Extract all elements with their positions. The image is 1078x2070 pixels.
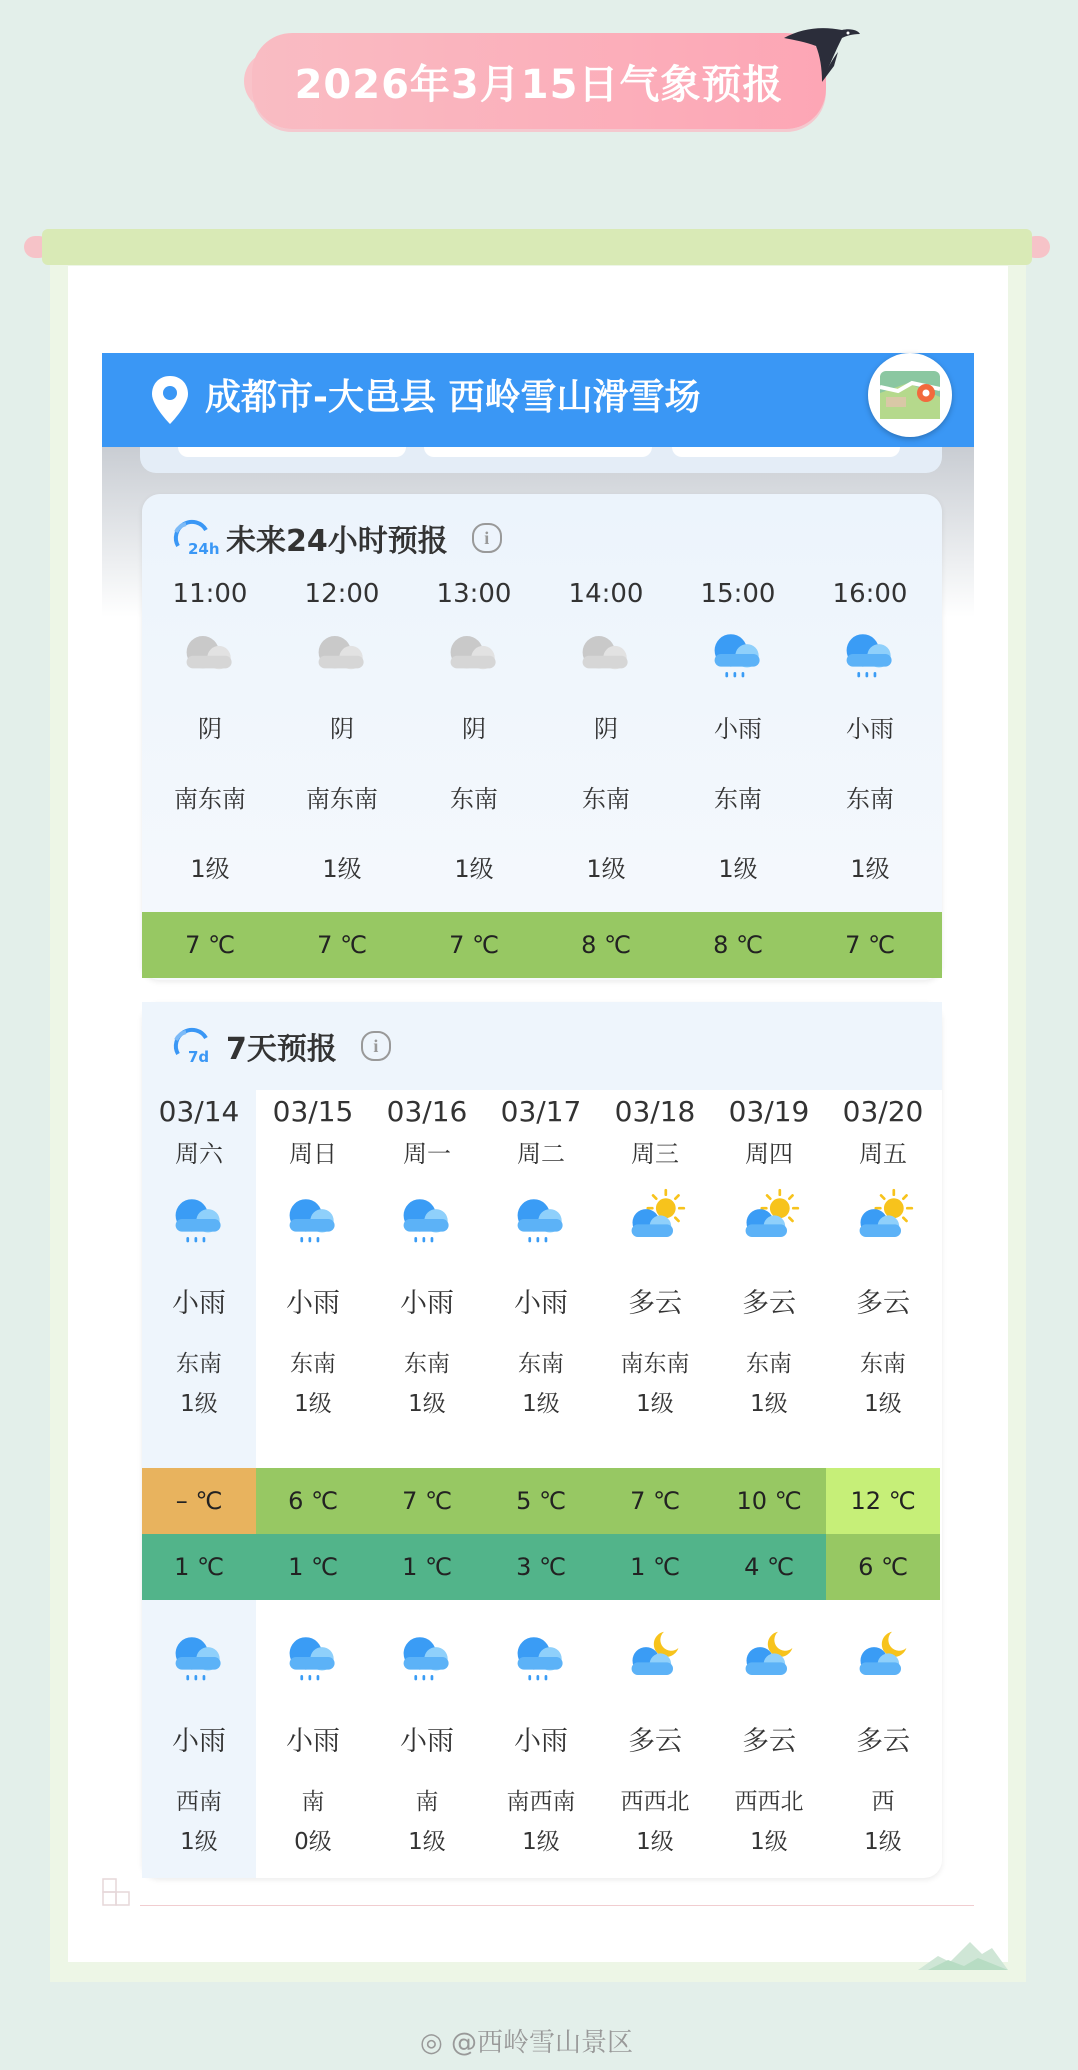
hour-condition: 阴	[198, 715, 222, 743]
night-condition: 小雨	[172, 1726, 226, 1757]
night-low-temp: 6 ℃	[826, 1534, 940, 1600]
day-column[interactable]	[826, 1090, 940, 1424]
day-weekday: 周日	[289, 1140, 337, 1168]
day-high-temp: 7 ℃	[370, 1468, 484, 1534]
night-weather-icon-wrap	[598, 1612, 712, 1702]
day-wind-level: 1级	[294, 1391, 332, 1417]
day-date: 03/14	[158, 1095, 240, 1128]
night-wind-level: 0级	[294, 1829, 332, 1855]
hour-wind-level: 1级	[850, 855, 890, 883]
day-weather-icon-wrap	[370, 1174, 484, 1264]
day-condition: 小雨	[286, 1288, 340, 1319]
light-rain-icon	[505, 1628, 577, 1686]
night-wind-level: 1级	[180, 1829, 218, 1855]
night-low-temp: 1 ℃	[370, 1534, 484, 1600]
day-date: 03/19	[728, 1095, 810, 1128]
weather-icon-wrap	[804, 614, 936, 694]
weather-icon-wrap	[408, 614, 540, 694]
day-column[interactable]	[712, 1090, 826, 1424]
light-rain-icon	[277, 1190, 349, 1248]
night-wind-direction: 西西北	[620, 1789, 690, 1815]
day-wind-direction: 东南	[176, 1351, 222, 1377]
day-date: 03/20	[842, 1095, 924, 1128]
day-weather-icon-wrap	[256, 1174, 370, 1264]
day-date: 03/18	[614, 1095, 696, 1128]
day-wind-direction: 东南	[404, 1351, 450, 1377]
night-column	[826, 1612, 940, 1862]
day-date: 03/15	[272, 1095, 354, 1128]
night-low-temp: 4 ℃	[712, 1534, 826, 1600]
day-wind-direction: 东南	[860, 1351, 906, 1377]
hourly-item	[804, 574, 936, 904]
hour-wind-direction: 东南	[450, 785, 498, 813]
night-low-temp: 1 ℃	[142, 1534, 256, 1600]
hour-temperature: 7 ℃	[845, 931, 895, 959]
day-wind-direction: 东南	[746, 1351, 792, 1377]
night-column	[598, 1612, 712, 1862]
night-column	[484, 1612, 598, 1862]
info-icon[interactable]: i	[361, 1031, 391, 1061]
night-weather-icon-wrap	[484, 1612, 598, 1702]
corner-ornament	[102, 1878, 130, 1906]
night-condition: 多云	[742, 1726, 796, 1757]
weekly-forecast-title: 7天预报	[226, 1032, 337, 1067]
day-wind-level: 1级	[864, 1391, 902, 1417]
hour-temperature: 8 ℃	[581, 931, 631, 959]
hour-wind-level: 1级	[718, 855, 758, 883]
mountain-ornament	[918, 1930, 1008, 1970]
night-column	[712, 1612, 826, 1862]
collapsed-tab	[424, 447, 652, 457]
night-low-temp: 1 ℃	[256, 1534, 370, 1600]
cloudy-icon	[306, 625, 378, 683]
hour-time: 14:00	[568, 579, 644, 609]
partly-cloudy-day-icon	[733, 1190, 805, 1248]
clock-24h-icon	[172, 518, 220, 558]
night-condition: 小雨	[286, 1726, 340, 1757]
night-weather-icon-wrap	[370, 1612, 484, 1702]
collapsed-tab	[178, 447, 406, 457]
night-condition: 小雨	[514, 1726, 568, 1757]
light-rain-icon	[391, 1190, 463, 1248]
hour-wind-level: 1级	[322, 855, 362, 883]
partly-cloudy-day-icon	[619, 1190, 691, 1248]
day-wind-level: 1级	[408, 1391, 446, 1417]
weather-icon-wrap	[672, 614, 804, 694]
day-date: 03/16	[386, 1095, 468, 1128]
hour-wind-level: 1级	[586, 855, 626, 883]
hour-temperature: 7 ℃	[185, 931, 235, 959]
weekly-forecast-card	[142, 1002, 942, 1878]
light-rain-icon	[163, 1190, 235, 1248]
hour-condition: 阴	[462, 715, 486, 743]
day-weather-icon-wrap	[598, 1174, 712, 1264]
night-wind-level: 1级	[864, 1829, 902, 1855]
hour-condition: 阴	[330, 715, 354, 743]
day-weather-icon-wrap	[484, 1174, 598, 1264]
hourly-item	[540, 574, 672, 904]
day-column[interactable]	[598, 1090, 712, 1424]
day-wind-level: 1级	[750, 1391, 788, 1417]
hour-wind-direction: 南东南	[306, 785, 378, 813]
day-condition: 小雨	[172, 1288, 226, 1319]
night-column	[370, 1612, 484, 1862]
day-weekday: 周二	[517, 1140, 565, 1168]
night-low-temp: 3 ℃	[484, 1534, 598, 1600]
hour-temperature: 8 ℃	[713, 931, 763, 959]
light-rain-icon	[277, 1628, 349, 1686]
day-weather-icon-wrap	[712, 1174, 826, 1264]
day-high-temp: 7 ℃	[598, 1468, 712, 1534]
day-high-temp: 5 ℃	[484, 1468, 598, 1534]
watermark	[420, 2022, 633, 2059]
day-column[interactable]	[484, 1090, 598, 1424]
hourly-item	[672, 574, 804, 904]
watermark-text: @西岭雪山景区	[450, 2028, 633, 2058]
cloudy-icon	[570, 625, 642, 683]
svg-text:7d: 7d	[188, 1048, 210, 1066]
weather-icon-wrap	[276, 614, 408, 694]
hourly-item	[276, 574, 408, 904]
hour-wind-direction: 东南	[846, 785, 894, 813]
hourly-forecast-title: 未来24小时预报	[226, 524, 448, 559]
night-weather-icon-wrap	[826, 1612, 940, 1702]
day-weekday: 周六	[175, 1140, 223, 1168]
light-rain-icon	[834, 625, 906, 683]
hour-wind-direction: 南东南	[174, 785, 246, 813]
day-high-temp: 12 ℃	[826, 1468, 940, 1534]
day-high-temp: 6 ℃	[256, 1468, 370, 1534]
hour-condition: 阴	[594, 715, 618, 743]
day-high-temp: 10 ℃	[712, 1468, 826, 1534]
day-column[interactable]	[256, 1090, 370, 1424]
partly-cloudy-night-icon	[733, 1628, 805, 1686]
hour-time: 16:00	[832, 579, 908, 609]
night-wind-level: 1级	[636, 1829, 674, 1855]
hour-time: 15:00	[700, 579, 776, 609]
weather-icon-wrap	[144, 614, 276, 694]
night-wind-direction: 南	[415, 1789, 439, 1815]
night-wind-direction: 南	[301, 1789, 325, 1815]
day-weekday: 周四	[745, 1140, 793, 1168]
day-condition: 小雨	[514, 1288, 568, 1319]
night-column	[256, 1612, 370, 1862]
night-low-temp: 1 ℃	[598, 1534, 712, 1600]
hourly-forecast-card	[142, 494, 942, 980]
night-column	[142, 1612, 256, 1862]
day-column-past[interactable]	[142, 1090, 256, 1424]
cloudy-icon	[438, 625, 510, 683]
night-wind-direction: 西西北	[734, 1789, 804, 1815]
hour-time: 12:00	[304, 579, 380, 609]
day-weekday: 周一	[403, 1140, 451, 1168]
night-condition: 多云	[628, 1726, 682, 1757]
day-high-temp: – ℃	[142, 1468, 256, 1534]
divider-line	[140, 1905, 974, 1906]
day-wind-direction: 南东南	[620, 1351, 690, 1377]
day-condition: 多云	[742, 1288, 796, 1319]
day-condition: 小雨	[400, 1288, 454, 1319]
hour-time: 11:00	[172, 579, 248, 609]
day-weather-icon-wrap	[142, 1174, 256, 1264]
hour-temperature: 7 ℃	[317, 931, 367, 959]
day-column[interactable]	[370, 1090, 484, 1424]
day-wind-direction: 东南	[518, 1351, 564, 1377]
night-wind-level: 1级	[522, 1829, 560, 1855]
weekly-forecast-header	[172, 1024, 391, 1068]
map-button[interactable]	[868, 353, 952, 437]
night-weather-icon-wrap	[256, 1612, 370, 1702]
day-condition: 多云	[628, 1288, 682, 1319]
info-icon[interactable]: i	[472, 523, 502, 553]
hour-wind-level: 1级	[454, 855, 494, 883]
hour-wind-direction: 东南	[714, 785, 762, 813]
hour-condition: 小雨	[714, 715, 762, 743]
svg-text:24h: 24h	[188, 540, 220, 558]
weibo-icon: ◎	[420, 2028, 443, 2058]
day-wind-level: 1级	[180, 1391, 218, 1417]
day-weekday: 周五	[859, 1140, 907, 1168]
light-rain-icon	[391, 1628, 463, 1686]
map-icon	[868, 353, 952, 437]
hourly-forecast-header	[172, 516, 502, 560]
light-rain-icon	[505, 1190, 577, 1248]
night-wind-direction: 西	[871, 1789, 895, 1815]
day-condition: 多云	[856, 1288, 910, 1319]
night-condition: 小雨	[400, 1726, 454, 1757]
day-wind-level: 1级	[522, 1391, 560, 1417]
hour-wind-direction: 东南	[582, 785, 630, 813]
night-condition: 多云	[856, 1726, 910, 1757]
swallow-icon	[782, 20, 862, 90]
partly-cloudy-night-icon	[619, 1628, 691, 1686]
night-weather-icon-wrap	[712, 1612, 826, 1702]
night-wind-level: 1级	[408, 1829, 446, 1855]
partly-cloudy-night-icon	[847, 1628, 919, 1686]
hour-temperature: 7 ℃	[449, 931, 499, 959]
hourly-item	[144, 574, 276, 904]
night-wind-direction: 南西南	[506, 1789, 576, 1815]
light-rain-icon	[163, 1628, 235, 1686]
hour-condition: 小雨	[846, 715, 894, 743]
hour-time: 13:00	[436, 579, 512, 609]
hourly-item	[408, 574, 540, 904]
day-wind-level: 1级	[636, 1391, 674, 1417]
weather-icon-wrap	[540, 614, 672, 694]
hour-wind-level: 1级	[190, 855, 230, 883]
scroll-rod	[42, 229, 1032, 265]
night-wind-direction: 西南	[176, 1789, 222, 1815]
night-weather-icon-wrap	[142, 1612, 256, 1702]
day-wind-direction: 东南	[290, 1351, 336, 1377]
day-weather-icon-wrap	[826, 1174, 940, 1264]
location-pin-icon	[150, 374, 190, 426]
cloudy-icon	[174, 625, 246, 683]
day-weekday: 周三	[631, 1140, 679, 1168]
location-name: 成都市-大邑县 西岭雪山滑雪场	[205, 377, 701, 418]
day-date: 03/17	[500, 1095, 582, 1128]
light-rain-icon	[702, 625, 774, 683]
collapsed-tab	[672, 447, 900, 457]
page-title: 2026年3月15日气象预报	[252, 33, 826, 129]
night-wind-level: 1级	[750, 1829, 788, 1855]
partly-cloudy-day-icon	[847, 1190, 919, 1248]
calendar-7d-icon	[172, 1026, 216, 1066]
